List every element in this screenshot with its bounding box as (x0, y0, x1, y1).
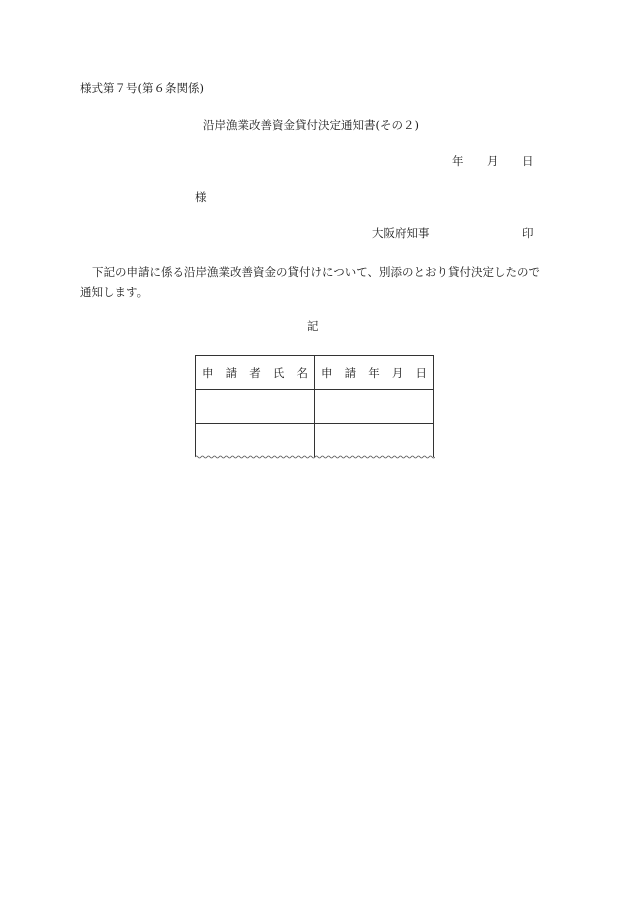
seal-mark: 印 (522, 226, 534, 240)
addressee-suffix: 様 (195, 190, 207, 204)
body-line-2: 通知します。 (80, 285, 149, 299)
header-char: 日 (415, 365, 427, 380)
applicant-name-cell (196, 390, 315, 424)
application-date-cell (315, 424, 434, 458)
table-continuation-wave (195, 454, 435, 460)
header-char: 氏 (272, 365, 285, 380)
header-applicant-name (196, 356, 315, 390)
body-line-1: 下記の申請に係る沿岸漁業改善資金の貸付けについて、別添のとおり貸付決定したので (92, 265, 541, 279)
date-month-label: 月 (487, 154, 499, 168)
header-char: 月 (391, 365, 404, 380)
table-row (196, 390, 434, 424)
applicant-name-cell (196, 424, 315, 458)
body-paragraph (80, 262, 556, 302)
table-header-row (196, 356, 434, 390)
header-char: 請 (344, 365, 357, 380)
application-table (195, 355, 434, 457)
date-year-label: 年 (452, 154, 464, 168)
sender-name: 大阪府知事 (372, 226, 430, 240)
ki-heading: 記 (307, 319, 319, 333)
date-day-label: 日 (522, 154, 534, 168)
header-char: 申 (321, 365, 333, 380)
header-char: 名 (296, 365, 308, 380)
header-char: 請 (225, 365, 238, 380)
document-title: 沿岸漁業改善資金貸付決定通知書(その２) (203, 118, 419, 132)
date-line (452, 153, 534, 169)
application-date-cell (315, 390, 434, 424)
header-application-date (315, 356, 434, 390)
header-char: 申 (202, 365, 214, 380)
header-char: 者 (249, 365, 261, 380)
table-row (196, 424, 434, 458)
form-number: 様式第７号(第６条関係) (80, 81, 204, 95)
header-char: 年 (368, 365, 380, 380)
